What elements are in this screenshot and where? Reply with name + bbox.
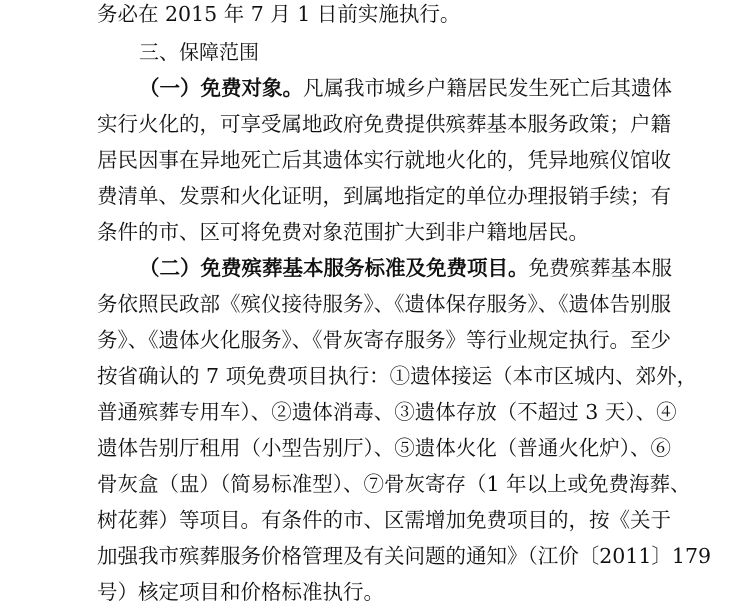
paragraph-2-line-1: （二）免费殡葬基本服务标准及免费项目。免费殡葬基本服 [139,256,672,280]
paragraph-2-line-6: 遗体告别厅租用（小型告别厅）、⑤遗体火化（普通火化炉）、⑥ [97,436,671,460]
section-heading: 三、保障范围 [139,40,259,64]
paragraph-2-line-10: 号）核定项目和价格标准执行。 [97,580,384,604]
paragraph-1-line-4: 费清单、发票和火化证明，到属地指定的单位办理报销手续；有 [97,184,671,208]
paragraph-2-line-8: 树花葬）等项目。有条件的市、区需增加免费项目的，按《关于 [97,508,671,532]
paragraph-2-line-5: 普通殡葬专用车）、②遗体消毒、③遗体存放（不超过 3 天）、④ [97,400,677,424]
subheading-free-recipients: （一）免费对象。 [139,76,303,100]
paragraph-2-line-7: 骨灰盒（盅）（简易标准型）、⑦骨灰寄存（1 年以上或免费海葬、 [97,472,691,496]
paragraph-1-line-3: 居民因事在异地死亡后其遗体实行就地火化的，凭异地殡仪馆收 [97,148,671,172]
paragraph-2-line-2: 务依照民政部《殡仪接待服务》、《遗体保存服务》、《遗体告别服 [97,292,671,316]
paragraph-1-line-1: （一）免费对象。凡属我市城乡户籍居民发生死亡后其遗体 [139,76,672,100]
subheading-service-standards: （二）免费殡葬基本服务标准及免费项目。 [139,256,529,280]
text-line-1: 务必在 2015 年 7 月 1 日前实施执行。 [97,2,461,26]
paragraph-2-line-4: 按省确认的 7 项免费项目执行：①遗体接运（本市区城内、郊外， [97,364,698,388]
paragraph-1-line-5: 条件的市、区可将免费对象范围扩大到非户籍地居民。 [97,220,589,244]
paragraph-2-line-3: 务》、《遗体火化服务》、《骨灰寄存服务》等行业规定执行。至少 [97,328,671,352]
paragraph-1-line-2: 实行火化的，可享受属地政府免费提供殡葬基本服务政策；户籍 [97,112,671,136]
paragraph-2-line-9: 加强我市殡葬服务价格管理及有关问题的通知》（江价〔2011〕179 [97,544,712,568]
